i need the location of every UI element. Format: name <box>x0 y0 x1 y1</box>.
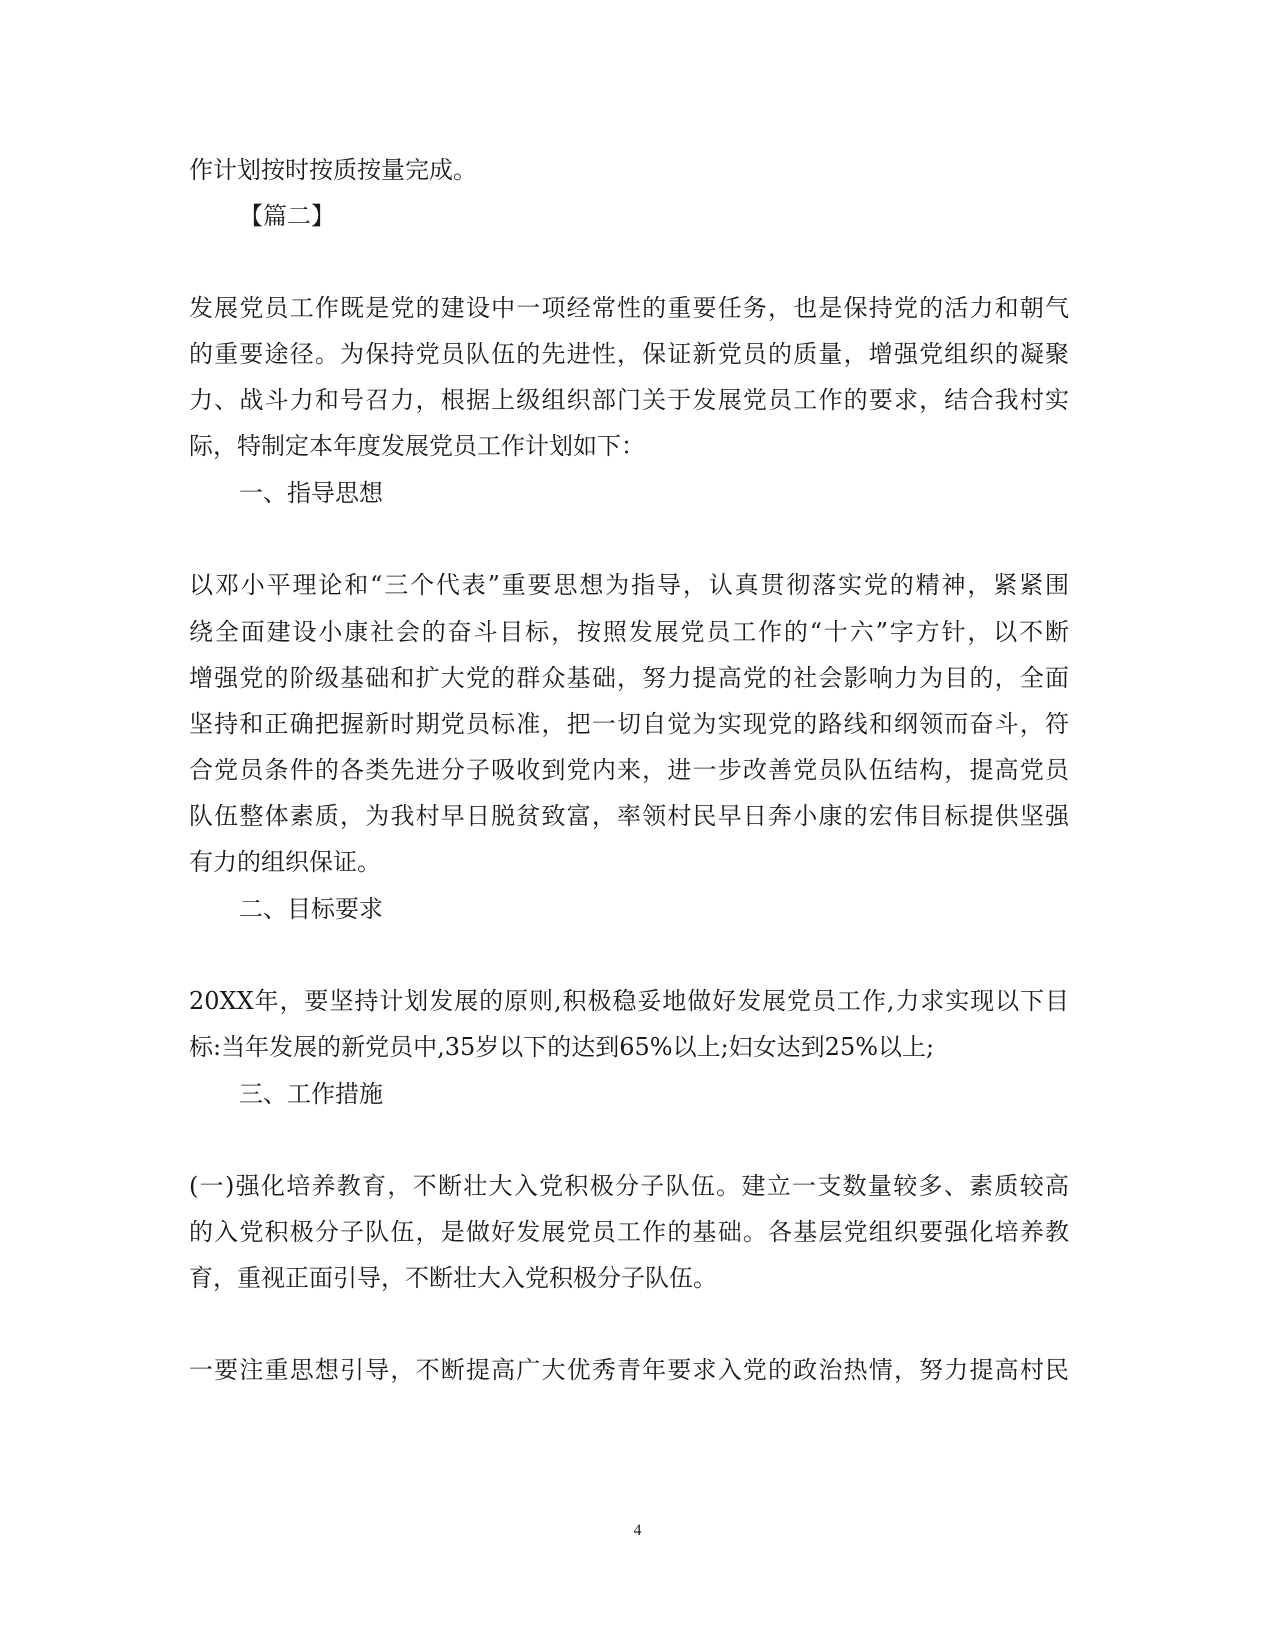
paragraph-line: 育，重视正面引导，不断壮大入党积极分子队伍。 <box>189 1264 717 1292</box>
paragraph-line: 以邓小平理论和“三个代表”重要思想为指导，认真贯彻落实党的精神，紧紧围 <box>189 571 1069 599</box>
paragraph-line: 队伍整体素质，为我村早日脱贫致富，率领村民早日奔小康的宏伟目标提供坚强 <box>189 802 1069 830</box>
paragraph-line: (一)强化培养教育，不断壮大入党积极分子队伍。建立一支数量较多、素质较高 <box>189 1172 1069 1200</box>
paragraph-line: 的重要途径。为保持党员队伍的先进性，保证新党员的质量，增强党组织的凝聚 <box>189 340 1069 368</box>
paragraph-line: 增强党的阶级基础和扩大党的群众基础，努力提高党的社会影响力为目的，全面 <box>189 664 1069 692</box>
paragraph-line: 发展党员工作既是党的建设中一项经常性的重要任务，也是保持党的活力和朝气 <box>189 294 1069 322</box>
section-heading-measures: 三、工作措施 <box>239 1080 383 1108</box>
paragraph-line: 标:当年发展的新党员中,35岁以下的达到65%以上;妇女达到25%以上; <box>189 1033 935 1061</box>
paragraph-line: 有力的组织保证。 <box>189 848 381 876</box>
paragraph-line: 的入党积极分子队伍，是做好发展党员工作的基础。各基层党组织要强化培养教 <box>189 1218 1069 1246</box>
paragraph-line: 坚持和正确把握新时期党员标准，把一切自觉为实现党的路线和纲领而奋斗，符 <box>189 710 1069 738</box>
paragraph-line: 作计划按时按质按量完成。 <box>189 156 477 184</box>
paragraph-line: 绕全面建设小康社会的奋斗目标，按照发展党员工作的“十六”字方针，以不断 <box>189 618 1069 646</box>
paragraph-line: 20XX年，要坚持计划发展的原则,积极稳妥地做好发展党员工作,力求实现以下目 <box>189 987 1069 1015</box>
page-number: 4 <box>633 1522 642 1539</box>
paragraph-line: 合党员条件的各类先进分子吸收到党内来，进一步改善党员队伍结构，提高党员 <box>189 756 1069 784</box>
section-heading-guiding-thought: 一、指导思想 <box>239 479 383 507</box>
paragraph-line: 际，特制定本年度发展党员工作计划如下： <box>189 432 645 460</box>
section-heading-goals: 二、目标要求 <box>239 895 383 923</box>
paragraph-line: 力、战斗力和号召力，根据上级组织部门关于发展党员工作的要求，结合我村实 <box>189 386 1069 414</box>
section-title-part-two: 【篇二】 <box>239 202 335 230</box>
paragraph-line: 一要注重思想引导，不断提高广大优秀青年要求入党的政治热情，努力提高村民 <box>189 1356 1069 1384</box>
